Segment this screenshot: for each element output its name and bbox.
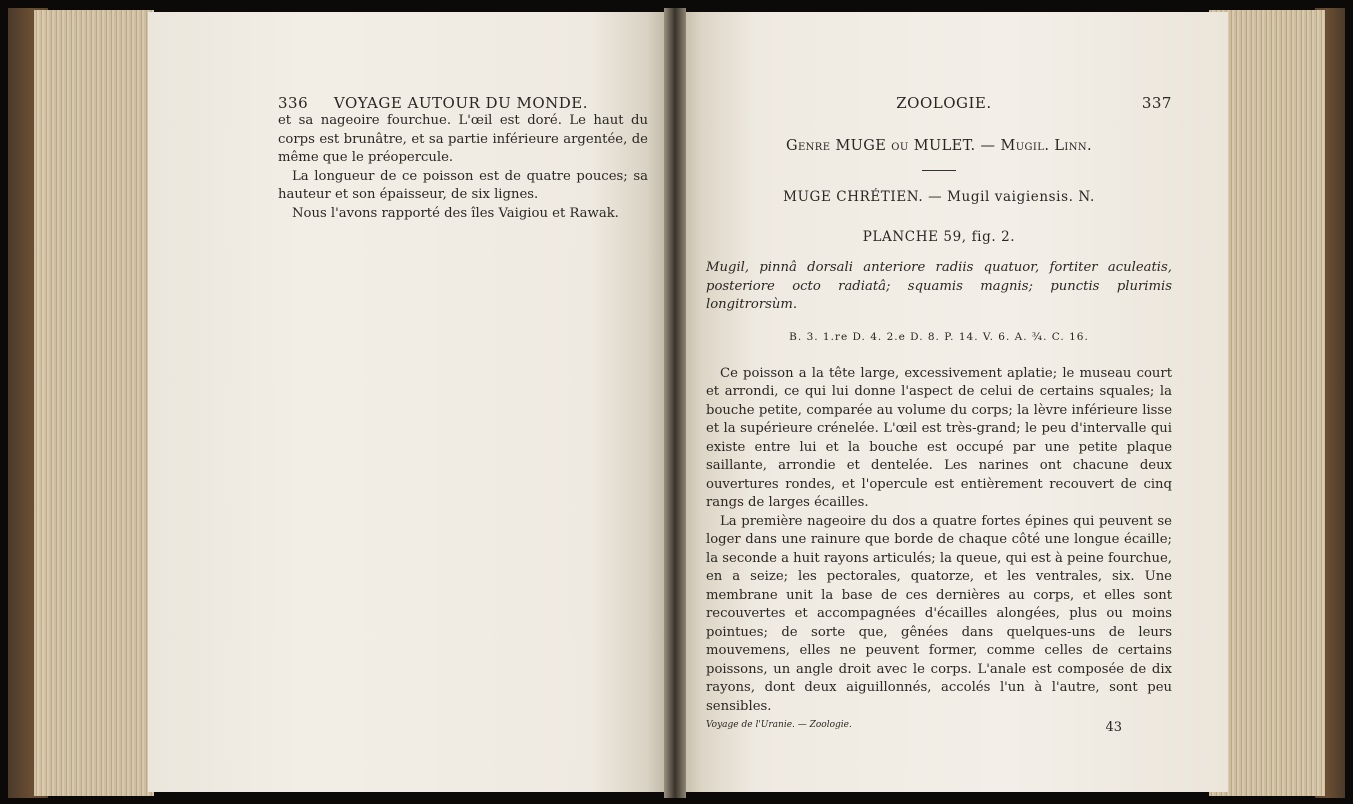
left-page xyxy=(148,12,668,792)
plate-label: PLANCHE 59, fig. 2. xyxy=(862,229,1016,245)
left-paragraph-1: et sa nageoire fourchue. L'œil est doré. Le haut du corps est brunâtre, et sa partie inférieure argentée, de même que le préopercule. xyxy=(278,113,648,165)
right-running-head xyxy=(706,94,1172,112)
left-paragraph-3: Nous l'avons rapporté des îles Vaigiou et Rawak. xyxy=(292,205,619,221)
species-heading: MUGE CHRÉTIEN. — Mugil vaigiensis. N. xyxy=(783,189,1095,205)
open-book xyxy=(8,8,1345,798)
left-running-title: VOYAGE AUTOUR DU MONDE. xyxy=(333,94,588,112)
left-running-head xyxy=(278,94,648,112)
fin-formula: B. 3. 1.re D. 4. 2.e D. 8. P. 14. V. 6. A. ¾. C. 16. xyxy=(789,330,1089,343)
right-page xyxy=(680,12,1228,792)
left-page-text xyxy=(278,94,648,223)
page-edges-left xyxy=(34,10,154,796)
heading-rule xyxy=(922,170,956,171)
left-page-number: 336 xyxy=(278,94,309,112)
left-paragraph-2: La longueur de ce poisson est de quatre pouces; sa hauteur et son épaisseur, de six lignes. xyxy=(278,168,648,202)
book-gutter xyxy=(664,8,686,798)
latin-description: Mugil, pinnâ dorsali anteriore radiis quatuor, fortiter aculeatis, posteriore octo radiatâ; squamis magnis; punctis plurimis longitrorsùm. xyxy=(706,260,1172,312)
footer-note: Voyage de l'Uranie. — Zoologie. xyxy=(706,720,852,730)
page-footer xyxy=(706,720,1172,735)
signature-mark: 43 xyxy=(1105,720,1122,735)
right-paragraph-1: Ce poisson a la tête large, excessivement aplatie; le museau court et arrondi, ce qui lui donne l'aspect de celui de certains squales; la bouche petite, comparée au volume du corps; la lèvre inférieure lisse et la supérieure crénelée. L'œil est très-grand; le peu d'intervalle qui existe entre lui et la bouche est occupé par une petite plaque saillante, arrondie et dentelée. Les narines ont chacune deux ouvertures rondes, et l'opercule est entièrement recouvert de cinq rangs de larges écailles. xyxy=(706,365,1172,510)
right-body xyxy=(706,365,1172,717)
right-paragraph-2: La première nageoire du dos a quatre fortes épines qui peuvent se loger dans une rainure que borde de chaque côté une longue écaille; la seconde a huit rayons articulés; la queue, qui est à peine fourchue, en a seize; les pectorales, quatorze, et les ventrales, six. Une membrane unit la base de ces dernières au corps, et elles sont recouvertes et accompagnées d'écailles alongées, plus ou moins pointues; de sorte que, gênées dans quelques-uns de leurs mouvemens, elles ne peuvent former, comme celles de certains poissons, un angle droit avec le corps. L'anale est composée de dix rayons, dont deux aiguillonnés, accolés l'un à l'autre, sont peu sensibles. xyxy=(706,513,1172,714)
right-running-title: ZOOLOGIE. xyxy=(896,94,992,112)
right-page-text xyxy=(706,94,1172,735)
genus-heading: Genre MUGE ou MULET. — Mugil. Linn. xyxy=(785,138,1093,154)
right-page-number: 337 xyxy=(1141,94,1172,112)
